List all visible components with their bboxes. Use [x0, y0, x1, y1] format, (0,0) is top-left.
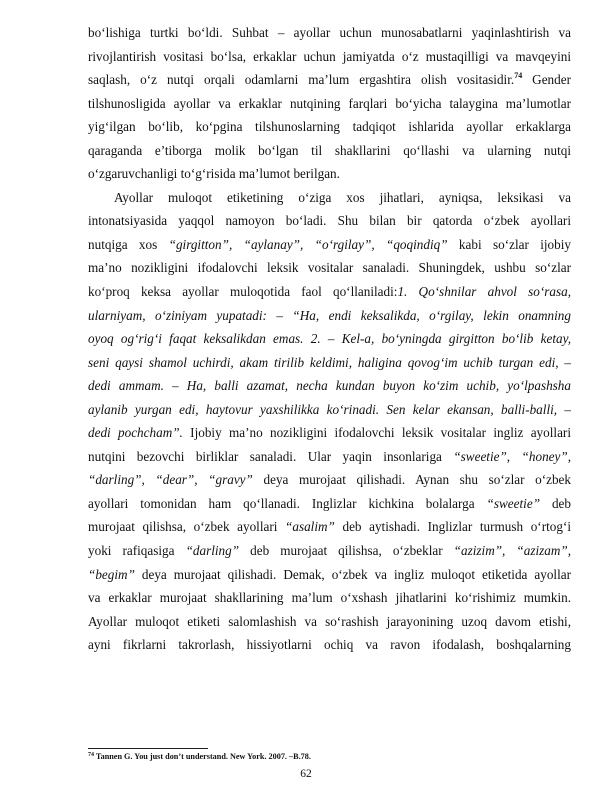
italic-text: 1. Qo‘shnilar ahvol so‘rasa,: [397, 284, 572, 300]
line-text: –: [558, 354, 571, 370]
line-text: deb: [540, 495, 571, 511]
text-line: [88, 186, 571, 210]
text-line: [88, 280, 571, 304]
text-line: [88, 445, 571, 469]
line-text: yoki rafiqasiga: [88, 543, 186, 559]
text-line: [88, 162, 571, 186]
footnote-reference: 74: [514, 71, 523, 81]
italic-text: dedi ammam. – Ha, balli azamat, necha kundan buyon ko‘zim uchib, yo‘lpashsha: [88, 378, 571, 394]
line-text: rivojlantirish vositasi bo‘lsa, erkaklar uchun jamiyatda o‘z mustaqilligi va mavqeyini: [88, 48, 571, 64]
italic-text: “sweetie”: [486, 495, 541, 511]
italic-text: “girgitton”, “aylanay”, “o‘rgilay”, “qoqindiq”: [168, 236, 448, 252]
text-line: [88, 92, 571, 116]
text-line: [88, 45, 571, 69]
line-text: ayollari tomonidan ham qo‘llanadi. Inglizlar kichkina bolalarga: [88, 495, 487, 511]
line-text: Ijobiy ma’no nozikligini ifodalovchi leksik vositalar ingliz ayollari: [182, 425, 571, 441]
footnote-separator: [88, 748, 208, 749]
line-text: deb aytishadi. Inglizlar turmush o‘rtog‘i: [334, 519, 571, 535]
page-number: 62: [300, 768, 312, 780]
line-text: intonatsiyasida yaqqol namoyon bo‘ladi. Shu bilan bir qatorda o‘zbek ayollari: [88, 213, 571, 229]
text-line: [88, 115, 571, 139]
text-line: [88, 374, 571, 398]
body-text: [88, 21, 571, 657]
italic-text: “darling”: [185, 543, 240, 559]
footnote-marker: 74: [88, 752, 94, 758]
text-line: [88, 327, 571, 351]
italic-text: aylanib yurgan edi, haytovur yaxshilikka ko‘rinadi. Sen kelar ekansan, balli-balli,: [88, 401, 558, 417]
text-line: [88, 209, 571, 233]
text-line: [88, 586, 571, 610]
text-line: [88, 68, 571, 92]
line-text: o‘zgaruvchanligi to‘g‘risida ma’lumot berilgan.: [88, 166, 340, 182]
line-text: saqlash, o‘z nutqi orqali odamlarni ma’lum ergashtira olish vositasidir.: [88, 72, 515, 88]
line-text: nutqini bezovchi birliklar sanaladi. Ular yaqin insonlariga: [88, 448, 454, 464]
text-line: [88, 139, 571, 163]
footnote: [88, 751, 571, 762]
italic-text: “darling”, “dear”, “gravy”: [88, 472, 253, 488]
line-text: ma’no nozikligini ifodalovchi leksik vositalar sanaladi. Shuningdek, ushbu so‘zlar: [88, 260, 571, 276]
line-text: bo‘lishiga turtki bo‘ldi. Suhbat – ayollar uchun munosabatlarni yaqinlashtirish va: [88, 25, 571, 40]
text-line: [88, 610, 571, 634]
text-line: [88, 21, 571, 45]
text-line: [88, 515, 571, 539]
line-text: deya murojaat qilishadi. Aynan shu so‘zlar o‘zbek: [252, 472, 571, 488]
text-line: [88, 304, 571, 328]
text-line: [88, 351, 571, 375]
italic-text: “asalim”: [285, 519, 335, 535]
line-text: ko‘proq keksa ayollar muloqotida faol qo‘llaniladi:: [88, 284, 398, 300]
line-text: tilshunosligida ayollar va erkaklar nutqining farqlari bo‘yicha talaygina ma’lumotlar: [88, 95, 571, 111]
text-line: [88, 398, 571, 422]
line-text: va erkaklar murojaat shakllarining ma’lum o‘xshash jihatlarini ko‘rishimiz mumkin.: [88, 590, 571, 606]
text-line: [88, 492, 571, 516]
line-text: Ayollar muloqot etiketi salomlashish va so‘rashish jarayonining uzoq davom etishi,: [88, 613, 571, 629]
italic-text: “begim”: [88, 566, 135, 582]
line-text: deya murojaat qilishadi. Demak, o‘zbek va ingliz muloqot etiketida ayollar: [134, 566, 571, 582]
line-text: Ayollar muloqot etiketining o‘ziga xos jihatlari, ayniqsa, leksikasi va: [114, 189, 571, 205]
line-text: ayni fikrlarni takrorlash, hissiyotlarni ochiq va ravon ifodalash, boshqalarning: [88, 637, 571, 653]
text-line: [88, 539, 571, 563]
italic-text: “sweetie”, “honey”,: [453, 448, 571, 464]
italic-text: seni qaysi shamol uchirdi, akam tirilib keldimi, haligina qovog‘im uchib turgan edi,: [88, 354, 559, 370]
footnote-text: Tannen G. You just don’t understand. New York. 2007. –B.78.: [94, 752, 311, 761]
line-text: qaraganda e’tiborga molik bo‘lgan til shakllarini qo‘llashi va ularning nutqi: [88, 142, 571, 158]
line-text: nutqiga xos: [88, 236, 169, 252]
italic-text: oyoq og‘rig‘i faqat keksalikdan emas. 2. – Kel-a, bo‘yningda girgitton bo‘lib ketay,: [88, 331, 571, 347]
line-text: yig‘ilgan bo‘lib, ko‘pgina tilshunoslarning tadqiqot ishlarida ayollar erkaklarga: [88, 119, 571, 135]
line-text: Gender: [522, 72, 571, 88]
text-line: [88, 563, 571, 587]
line-text: murojaat qilishsa, o‘zbek ayollari: [88, 519, 286, 535]
text-line: [88, 633, 571, 657]
text-line: [88, 468, 571, 492]
text-line: [88, 256, 571, 280]
line-text: deb murojaat qilishsa, o‘zbeklar: [239, 543, 454, 559]
line-text: kabi so‘zlar ijobiy: [447, 236, 571, 252]
text-line: [88, 233, 571, 257]
text-line: [88, 421, 571, 445]
italic-text: dedi pochcham”.: [88, 425, 183, 441]
italic-text: “azizim”, “azizam”,: [453, 543, 572, 559]
italic-text: ularniyam, o‘ziniyam yupatadi: – “Ha, endi keksalikda, o‘rgilay, lekin onamning: [88, 307, 571, 323]
line-text: –: [557, 401, 572, 417]
